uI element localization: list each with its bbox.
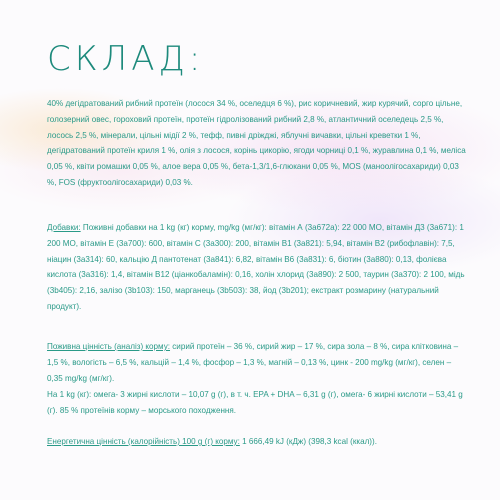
additives-paragraph — [47, 220, 467, 315]
composition-text: 40% дегідратований рибний протеїн (лосося 34 %, оселедця 6 %), рис коричневий, жир курячий, сорго цільне, голозерний овес, гороховий протеїн, протеїн гідролізований рибний 2,8 %, атлантичний оселедець 2,5 %, лосось 2,5 %, мінерали, цільні мідії 2 %, тефф, пивні дріжджі, яблучні вичавки, цільні креветки 1 %, дегідратований протеїн криля 1 %, олія з лосося, корінь цикорію, ягоди чорниці 0,1 %, журавлина 0,1 %, меліса 0,05 %, квіти ромашки 0,05 %, алое вера 0,05 %, бета-1,3/1,6-глюкани 0,05 %, MOS (маноолігосахариди) 0,03 %, FOS (фруктоолігосахариди) 0,03 %. — [47, 99, 466, 187]
nutrition-label: Поживна цінність (аналіз) корму: — [47, 342, 171, 351]
per-kg-text: На 1 kg (кг): омега- 3 жирні кислоти – 10,07 g (г), в т. ч. EPA + DHA – 6,31 g (г), омега- 6 жирні кислоти – 53,41 g (г). 85 % протеїнів корму – морського походження. — [47, 390, 463, 415]
additives-label: Добавки: — [47, 223, 81, 232]
content — [47, 36, 467, 446]
nutrition-paragraph — [47, 339, 467, 386]
energy-label: Енергетична цінність (калорійність) 100 g (г) корму: — [47, 437, 240, 446]
energy-text: 1 666,49 kJ (кДж) (398,3 kcal (ккал)). — [239, 437, 377, 446]
page-title: СКЛАД: — [47, 39, 205, 79]
energy-paragraph — [47, 434, 467, 450]
nutrition-text: сирий протеїн – 36 %, сирий жир – 17 %, сира зола – 8 %, сира клітковина – 1,5 %, вологість – 6,5 %, кальцій – 1,4 %, фосфор – 1,3 %, магній – 0,13 %, цинк - 200 mg/kg (мг/кг), селен – 0,35 mg/kg (мг/кг). — [47, 342, 459, 383]
additives-text: Поживні добавки на 1 kg (кг) корму, mg/kg (мг/кг): вітамін А (3а672а): 22 000 МО, вітамін Д3 (3а671): 1 200 МО, вітамін Е (3а700): 600, вітамін С (3а300): 200, вітамін В1 (3а821): 5,94, вітамін В2 (рибофлавін): 7,5, ніацин (3а314): 60, кальцію Д пантотенат (3а841): 6,82, вітамін В6 (3а831): 6, біотин (3а880): 0,13, фолієва кислота (3а316): 1,4, вітамін В12 (ціанкобаламін): 0,16, холін хлорид (3а890): 2 500, таурин (3а370): 2 100, мідь (3b405): 2,16, залізо (3b103): 150, марганець (3b503): 38, йод (3b201); екстракт розмарину (натуральний продукт). — [47, 223, 465, 311]
